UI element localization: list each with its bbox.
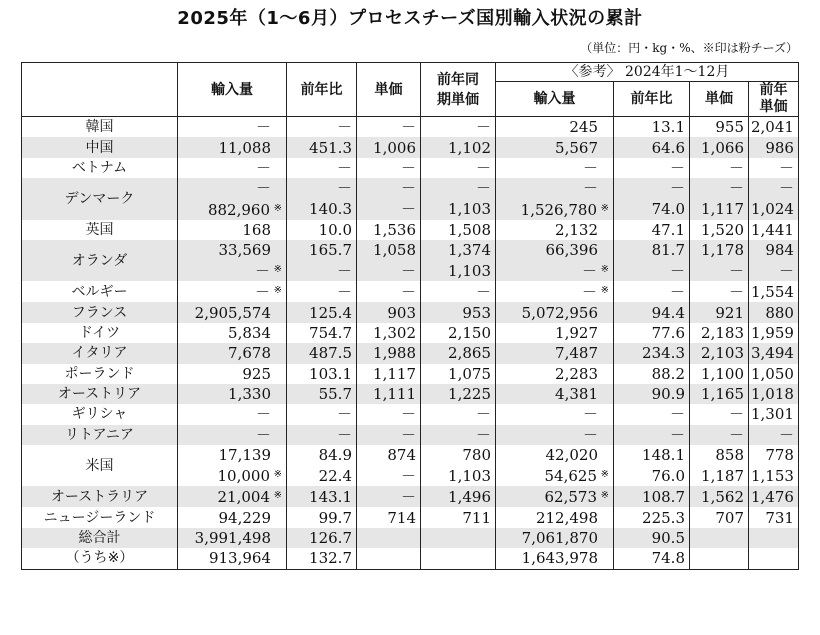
cell-import-volume: 10,000 ※ [217, 467, 282, 486]
cell-yoy: 451.3 [287, 137, 357, 157]
cell-unit-price: 1,006 [357, 137, 421, 157]
cell-ref-unit-price: － [690, 404, 749, 424]
cell-ref-yoy: 13.1 [614, 117, 690, 138]
table-row [22, 240, 799, 260]
cell-ref-prev-unit-price: 1,018 [749, 384, 799, 404]
page-title: 2025年（1～6月）プロセスチーズ国別輸入状況の累計 [177, 8, 643, 29]
cell-unit-price: 1,988 [357, 343, 421, 363]
cell-ref-yoy: 90.9 [614, 384, 690, 404]
cell-unit-price: 1,302 [357, 323, 421, 343]
cell-ref-unit-price [690, 528, 749, 548]
cell-ref-unit-price: 1,562 [690, 486, 749, 507]
header-ref-import-volume: 輸入量 [496, 82, 614, 117]
country-header [22, 63, 178, 117]
cell-unit-price: 903 [357, 302, 421, 322]
cell-ref-prev-unit-price: 731 [749, 507, 799, 527]
table-row [22, 343, 799, 363]
cell-ref-yoy: － [614, 178, 690, 198]
cell-ref-yoy: 76.0 [614, 465, 690, 486]
cell-import-volume: 5,834 [228, 323, 271, 342]
cell-unit-price: － [357, 425, 421, 445]
cell-ref-unit-price: 1,187 [690, 465, 749, 486]
cell-yoy: 22.4 [287, 465, 357, 486]
table-row [22, 486, 799, 507]
cell-ref-import-volume: 1,927 [496, 323, 614, 343]
cell-ref-yoy: 88.2 [614, 364, 690, 384]
cell-ref-import-volume: － ※ [496, 281, 614, 302]
cell-import-volume: － [255, 158, 271, 177]
cell-ref-yoy: 64.6 [614, 137, 690, 157]
cell-ref-yoy: － [614, 260, 690, 281]
cell-ref-import-volume: 212,498 [496, 507, 614, 527]
header-ref-unit-price: 単価 [690, 82, 749, 117]
cell-ref-unit-price: － [690, 281, 749, 302]
cell-import-volume: 33,569 [178, 240, 287, 260]
cell-ref-import-volume: 66,396 [496, 240, 614, 260]
cell-import-volume: 168 [242, 220, 271, 239]
cell-import-volume: － [178, 178, 287, 198]
cell-ref-prev-unit-price [749, 528, 799, 548]
cell-yoy: － [287, 260, 357, 281]
cell-prev-unit-price: 2,865 [421, 343, 496, 363]
cell-ref-import-volume: 54,625 ※ [496, 465, 614, 486]
cell-ref-yoy: － [614, 158, 690, 178]
cell-ref-import-volume: 2,132 [496, 220, 614, 240]
table-row [22, 158, 799, 178]
cell-unit-price: 1,536 [357, 220, 421, 240]
header-unit-price: 単価 [357, 63, 421, 117]
cell-yoy: － [287, 281, 357, 302]
cell-prev-unit-price: 780 [421, 445, 496, 465]
table-row [22, 220, 799, 240]
cell-import-volume: － [255, 405, 271, 424]
cell-prev-unit-price: 711 [421, 507, 496, 527]
cell-yoy: 487.5 [287, 343, 357, 363]
country-name: ドイツ [22, 323, 178, 343]
table-row [22, 425, 799, 445]
cell-ref-prev-unit-price: 984 [749, 240, 799, 260]
cell-ref-import-volume: 7,061,870 [496, 528, 614, 548]
cell-ref-prev-unit-price: 3,494 [749, 343, 799, 363]
cell-ref-yoy: 90.5 [614, 528, 690, 548]
cell-import-volume: 21,004 ※ [178, 486, 287, 507]
cell-ref-unit-price: － [690, 425, 749, 445]
cell-ref-unit-price: 1,100 [690, 364, 749, 384]
cell-ref-yoy: 234.3 [614, 343, 690, 363]
header-import-volume: 輸入量 [178, 63, 287, 117]
cell-ref-prev-unit-price: － [749, 260, 799, 281]
cell-ref-import-volume: － ※ [496, 260, 614, 281]
cell-import-volume: － ※ [178, 260, 287, 281]
cell-ref-yoy: － [614, 425, 690, 445]
cell-ref-import-volume: － [496, 158, 614, 178]
table-row [22, 364, 799, 384]
cell-prev-unit-price [421, 528, 496, 548]
country-name: オーストリア [22, 384, 178, 404]
cell-import-volume: 7,678 [178, 343, 287, 363]
cell-ref-unit-price: 858 [690, 445, 749, 465]
table-row [22, 507, 799, 527]
country-name: オランダ [22, 240, 178, 281]
cell-ref-unit-price: 955 [690, 117, 749, 138]
cell-unit-price: － [357, 117, 421, 138]
cell-ref-prev-unit-price: 880 [749, 302, 799, 322]
cell-prev-unit-price: 1,508 [421, 220, 496, 240]
cell-import-volume: 925 [242, 364, 271, 383]
cell-import-volume: － [255, 118, 271, 137]
cell-yoy: 55.7 [287, 384, 357, 404]
cell-unit-price [357, 528, 421, 548]
cell-ref-prev-unit-price [749, 548, 799, 569]
cell-yoy: － [287, 117, 357, 138]
cell-ref-yoy: 148.1 [614, 445, 690, 465]
cell-ref-unit-price [690, 548, 749, 569]
country-name: イタリア [22, 343, 178, 363]
cell-ref-unit-price: 1,066 [690, 137, 749, 157]
cell-import-volume: 11,088 [178, 137, 287, 157]
cell-ref-prev-unit-price: 778 [749, 445, 799, 465]
cell-yoy: － [287, 404, 357, 424]
cell-unit-price: － [357, 404, 421, 424]
cell-ref-prev-unit-price: 1,959 [749, 323, 799, 343]
cell-yoy: 126.7 [287, 528, 357, 548]
cell-ref-yoy: 94.4 [614, 302, 690, 322]
country-name: フランス [22, 302, 178, 322]
cell-prev-unit-price: 1,225 [421, 384, 496, 404]
cell-yoy: － [287, 425, 357, 445]
country-name: ニュージーランド [22, 507, 178, 527]
header-ref-prev-unit-price-line1: 前年 [759, 82, 788, 98]
header-ref-prev-unit-price-line2: 単価 [759, 99, 788, 115]
cell-ref-import-volume: － [496, 178, 614, 198]
cell-ref-unit-price: 2,103 [690, 343, 749, 363]
cell-yoy: 103.1 [287, 364, 357, 384]
cell-ref-unit-price: 1,117 [690, 199, 749, 220]
table-row [22, 384, 799, 404]
cell-prev-unit-price: 953 [421, 302, 496, 322]
cell-ref-import-volume: 7,487 [496, 343, 614, 363]
country-name: ポーランド [22, 364, 178, 384]
country-name: （うち※） [22, 548, 178, 569]
cell-ref-prev-unit-price: 2,041 [749, 117, 799, 138]
country-name: 中国 [22, 137, 178, 157]
header-ref-yoy: 前年比 [614, 82, 690, 117]
cell-prev-unit-price: 1,103 [421, 260, 496, 281]
cell-ref-prev-unit-price: 1,301 [749, 404, 799, 424]
cell-ref-import-volume: 62,573 ※ [496, 486, 614, 507]
cell-ref-prev-unit-price: 1,153 [749, 465, 799, 486]
cell-ref-import-volume: － [496, 425, 614, 445]
cell-ref-unit-price: 921 [690, 302, 749, 322]
table-row [22, 178, 799, 198]
cell-prev-unit-price: 1,103 [421, 199, 496, 220]
cell-ref-unit-price: 1,165 [690, 384, 749, 404]
cell-prev-unit-price: － [421, 178, 496, 198]
cell-yoy: 84.9 [287, 445, 357, 465]
cell-yoy: 10.0 [287, 220, 357, 240]
cell-ref-import-volume: － [496, 404, 614, 424]
cell-import-volume: 1,330 [178, 384, 287, 404]
cell-yoy: 143.1 [287, 486, 357, 507]
country-name: デンマーク [22, 178, 178, 219]
cell-ref-import-volume: 245 [496, 117, 614, 138]
cell-ref-import-volume: 2,283 [496, 364, 614, 384]
cell-import-volume: 882,960 ※ [178, 199, 287, 220]
cell-ref-prev-unit-price: 1,441 [749, 220, 799, 240]
cell-import-volume: 94,229 [218, 508, 271, 527]
unit-note: （単位：円・kg・%、※印は粉チーズ） [580, 41, 798, 55]
header-prev-unit-price [421, 63, 496, 117]
country-name: 英国 [22, 220, 178, 240]
cell-ref-yoy: 74.8 [614, 548, 690, 569]
cell-unit-price: － [357, 199, 421, 220]
table-row [22, 281, 799, 302]
cell-ref-unit-price: － [690, 158, 749, 178]
cell-ref-unit-price: 707 [690, 507, 749, 527]
cell-ref-prev-unit-price: 1,476 [749, 486, 799, 507]
cell-import-volume: 17,139 [218, 446, 271, 465]
header-prev-unit-price-line1: 前年同 [437, 71, 479, 88]
cell-unit-price: 874 [357, 445, 421, 465]
cell-ref-yoy: 81.7 [614, 240, 690, 260]
cell-prev-unit-price: 1,374 [421, 240, 496, 260]
cell-unit-price: － [357, 281, 421, 302]
cell-prev-unit-price: 1,103 [421, 465, 496, 486]
cell-ref-prev-unit-price: 1,554 [749, 281, 799, 302]
cell-ref-prev-unit-price: － [749, 178, 799, 198]
cell-ref-import-volume: 1,526,780 ※ [496, 199, 614, 220]
country-name: オーストラリア [22, 486, 178, 507]
cell-yoy: 754.7 [287, 323, 357, 343]
cell-import-volume: 913,964 [178, 548, 287, 569]
cell-ref-yoy: 225.3 [614, 507, 690, 527]
cell-prev-unit-price: － [421, 117, 496, 138]
table-row [22, 528, 799, 548]
cell-prev-unit-price: 2,150 [421, 323, 496, 343]
table-row [22, 117, 799, 138]
country-name: ベルギー [22, 281, 178, 302]
cell-ref-yoy: 77.6 [614, 323, 690, 343]
cell-yoy: 125.4 [287, 302, 357, 322]
country-name: リトアニア [22, 425, 178, 445]
country-name: ベトナム [22, 158, 178, 178]
country-name: 総合計 [22, 528, 178, 548]
cell-yoy: 132.7 [287, 548, 357, 569]
table-row [22, 445, 799, 465]
cell-ref-yoy: － [614, 404, 690, 424]
cell-unit-price: 1,058 [357, 240, 421, 260]
country-name: 韓国 [22, 117, 178, 138]
cell-prev-unit-price [421, 548, 496, 569]
cell-ref-unit-price: － [690, 178, 749, 198]
cell-unit-price: － [357, 486, 421, 507]
cell-ref-import-volume: 5,072,956 [496, 302, 614, 322]
cell-ref-unit-price: － [690, 260, 749, 281]
cell-prev-unit-price: － [421, 281, 496, 302]
cell-yoy: 140.3 [287, 199, 357, 220]
cell-prev-unit-price: 1,496 [421, 486, 496, 507]
cell-ref-import-volume: 5,567 [496, 137, 614, 157]
cell-prev-unit-price: 1,102 [421, 137, 496, 157]
country-name: 米国 [22, 445, 178, 486]
cell-ref-prev-unit-price: 1,024 [749, 199, 799, 220]
cell-yoy: 99.7 [287, 507, 357, 527]
cell-ref-unit-price: 1,178 [690, 240, 749, 260]
cell-ref-prev-unit-price: － [749, 425, 799, 445]
cell-unit-price: 1,117 [357, 364, 421, 384]
cell-ref-import-volume: 4,381 [496, 384, 614, 404]
header-prev-unit-price-line2: 期単価 [437, 91, 479, 108]
cell-prev-unit-price: － [421, 158, 496, 178]
cell-yoy: － [287, 158, 357, 178]
table-row [22, 302, 799, 322]
cell-unit-price [357, 548, 421, 569]
cell-ref-prev-unit-price: 986 [749, 137, 799, 157]
import-table [21, 62, 799, 570]
cell-ref-yoy: 74.0 [614, 199, 690, 220]
cell-ref-yoy: 108.7 [614, 486, 690, 507]
cell-ref-prev-unit-price: － [749, 158, 799, 178]
cell-ref-yoy: 47.1 [614, 220, 690, 240]
cell-unit-price: 1,111 [357, 384, 421, 404]
cell-prev-unit-price: － [421, 404, 496, 424]
cell-unit-price: － [357, 178, 421, 198]
cell-ref-prev-unit-price: 1,050 [749, 364, 799, 384]
cell-ref-import-volume: 42,020 [496, 445, 614, 465]
header-yoy: 前年比 [287, 63, 357, 117]
table-body [22, 117, 799, 570]
cell-prev-unit-price: 1,075 [421, 364, 496, 384]
cell-ref-import-volume: 1,643,978 [496, 548, 614, 569]
cell-import-volume: － [178, 425, 287, 445]
cell-prev-unit-price: － [421, 425, 496, 445]
cell-unit-price: － [357, 158, 421, 178]
cell-ref-unit-price: 2,183 [690, 323, 749, 343]
cell-unit-price: － [357, 260, 421, 281]
header-ref-prev-unit-price [749, 82, 799, 117]
table-row [22, 137, 799, 157]
cell-import-volume: － ※ [254, 283, 282, 302]
header-reference: 〈参考〉 2024年1～12月 [496, 63, 799, 82]
cell-yoy: 165.7 [287, 240, 357, 260]
cell-ref-unit-price: 1,520 [690, 220, 749, 240]
cell-yoy: － [287, 178, 357, 198]
table-row [22, 323, 799, 343]
cell-unit-price: － [357, 465, 421, 486]
country-name: ギリシャ [22, 404, 178, 424]
cell-unit-price: 714 [357, 507, 421, 527]
cell-import-volume: 3,991,498 [178, 528, 287, 548]
table-row [22, 404, 799, 424]
table-row [22, 548, 799, 569]
cell-import-volume: 2,905,574 [178, 302, 287, 322]
cell-ref-yoy: － [614, 281, 690, 302]
